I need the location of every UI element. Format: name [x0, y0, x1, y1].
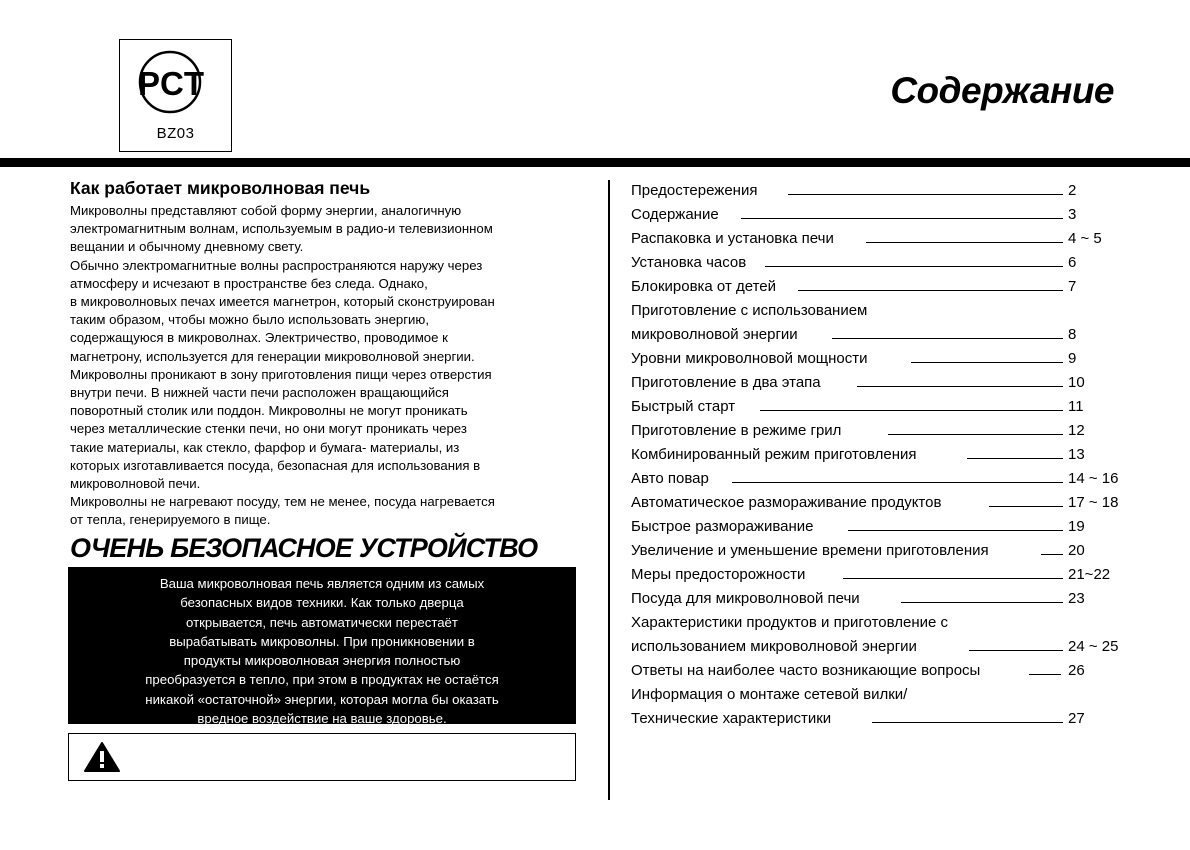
toc-leader: [843, 578, 1063, 579]
toc-entry-label: Характеристики продуктов и приготовление с: [631, 614, 949, 631]
pct-logo-icon: [132, 46, 220, 124]
toc-entry-label: Установка часов: [631, 254, 747, 271]
toc-leader: [901, 602, 1063, 603]
pct-logo-lettering: PCT: [138, 65, 204, 102]
notice-line: никакой «остаточной» энергии, которая могла бы оказать: [145, 691, 499, 707]
toc-entry[interactable]: [631, 493, 1131, 517]
toc-entry[interactable]: [631, 205, 1131, 229]
text-line: поворотный столик или поддон. Микроволны не могут проникать: [70, 403, 468, 419]
page-title: Содержание: [890, 70, 1114, 111]
toc-entry-page: 26: [1068, 662, 1085, 679]
toc-entry[interactable]: [631, 397, 1131, 421]
toc-leader: [741, 218, 1063, 219]
certification-mark: [119, 39, 232, 152]
toc-entry-page: 24 ~ 25: [1068, 638, 1119, 655]
toc-entry-page: 19: [1068, 518, 1085, 535]
section-heading: Как работает микроволновая печь: [70, 178, 371, 198]
toc-entry[interactable]: [631, 541, 1131, 565]
toc-leader: [732, 482, 1063, 483]
toc-entry-page: 21~22: [1068, 566, 1111, 583]
toc-entry-label: Содержание: [631, 206, 719, 223]
toc-entry[interactable]: [631, 421, 1131, 445]
toc-entry[interactable]: [631, 517, 1131, 541]
certification-code: BZ03: [156, 125, 195, 142]
column-divider: [608, 180, 610, 800]
toc-entry[interactable]: [631, 349, 1131, 373]
toc-leader: [765, 266, 1063, 267]
safety-notice: [68, 567, 576, 727]
text-line: вещании и обычному дневному свету.: [70, 239, 304, 255]
toc-entry-page: 3: [1068, 206, 1077, 223]
toc-entry[interactable]: [631, 709, 1131, 733]
text-line: которых изготавливается посуда, безопасная для использования в: [70, 457, 481, 473]
toc-leader: [832, 338, 1063, 339]
toc-entry-label: Распаковка и установка печи: [631, 230, 834, 247]
toc-entry-page: 20: [1068, 542, 1085, 559]
toc-entry-label: Меры предосторожности: [631, 566, 806, 583]
table-of-contents: [631, 181, 1131, 733]
notice-line: Ваша микроволновая печь является одним из самых: [159, 576, 485, 591]
toc-entry-label: Посуда для микроволновой печи: [631, 590, 860, 607]
text-line: Микроволны представляют собой форму энергии, аналогичную: [70, 203, 462, 218]
toc-entry-label: Комбинированный режим приготовления: [631, 446, 917, 463]
text-line: микроволновой печи.: [70, 476, 201, 492]
toc-entry-page: 2: [1068, 182, 1077, 199]
toc-entry-page: 13: [1068, 446, 1085, 463]
text-line: атмосферу и исчезают в пространстве без следа. Однако,: [70, 275, 428, 291]
toc-entry[interactable]: [631, 373, 1131, 397]
warning-icon: [83, 741, 121, 773]
toc-entry[interactable]: [631, 637, 1131, 661]
toc-entry[interactable]: [631, 685, 1131, 709]
toc-entry-label: Приготовление в режиме грил: [631, 422, 842, 439]
toc-entry-page: 12: [1068, 422, 1085, 439]
toc-entry-label: микроволновой энергии: [631, 326, 798, 343]
toc-entry-page: 11: [1068, 398, 1084, 415]
toc-entry-label: Информация о монтаже сетевой вилки/: [631, 686, 908, 703]
toc-leader: [760, 410, 1063, 411]
toc-entry[interactable]: [631, 301, 1131, 325]
toc-entry[interactable]: [631, 325, 1131, 349]
text-line: Микроволны не нагревают посуду, тем не менее, посуда нагревается: [70, 494, 495, 510]
toc-leader: [969, 650, 1063, 651]
notice-line: продукты микроволновая энергия полностью: [183, 653, 461, 669]
toc-entry-page: 23: [1068, 590, 1085, 607]
toc-entry-label: Ответы на наиболее часто возникающие вопросы: [631, 662, 981, 679]
toc-entry-label: Авто повар: [631, 470, 709, 487]
text-line: электромагнитным волнам, используемым в радио-и телевизионном: [70, 221, 493, 237]
toc-entry-page: 27: [1068, 710, 1085, 727]
toc-leader: [1041, 554, 1063, 555]
text-line: содержащуюся в микроволнах. Электричество, проводимое к: [70, 330, 448, 346]
text-line: внутри печи. В нижней части печи расположен вращающийся: [70, 385, 449, 401]
text-line: в микроволновых печах имеется магнетрон, который сконструирован: [70, 294, 495, 310]
toc-entry-page: 8: [1068, 326, 1077, 343]
header-rule: [0, 158, 1190, 167]
warning-box: [68, 733, 576, 781]
toc-entry[interactable]: [631, 181, 1131, 205]
toc-entry-page: 7: [1068, 278, 1077, 295]
toc-leader: [857, 386, 1063, 387]
text-line: Обычно электромагнитные волны распространяются наружу через: [70, 257, 483, 273]
toc-leader: [872, 722, 1063, 723]
toc-leader: [911, 362, 1063, 363]
toc-entry-label: Увеличение и уменьшение времени приготовления: [631, 542, 989, 559]
toc-entry[interactable]: [631, 589, 1131, 613]
toc-entry-label: Быстрое размораживание: [631, 518, 814, 535]
toc-entry[interactable]: [631, 253, 1131, 277]
toc-entry-label: Приготовление с использованием: [631, 302, 868, 319]
toc-entry-label: Технические характеристики: [631, 710, 832, 727]
toc-leader: [866, 242, 1063, 243]
toc-entry-page: 4 ~ 5: [1068, 230, 1102, 247]
safety-title: ОЧЕНЬ БЕЗОПАСНОЕ УСТРОЙСТВО: [70, 533, 538, 563]
text-line: через металлические стенки печи, но они могут проникать через: [70, 421, 467, 437]
toc-leader: [888, 434, 1063, 435]
toc-entry-label: Уровни микроволновой мощности: [631, 350, 868, 367]
notice-line: открывается, печь автоматически перестаёт: [186, 614, 458, 630]
toc-entry-label: Приготовление в два этапа: [631, 374, 821, 391]
toc-entry[interactable]: [631, 277, 1131, 301]
notice-line: вырабатывать микроволны. При проникновении в: [169, 633, 475, 649]
intro-text: [70, 202, 570, 530]
notice-line: вредное воздействие на ваше здоровье.: [197, 711, 447, 727]
text-line: магнетрону, используется для генерации микроволновой энергии.: [70, 348, 475, 364]
toc-entry-label: использованием микроволновой энергии: [631, 638, 917, 655]
text-line: Микроволны проникают в зону приготовления пищи через отверстия: [70, 366, 492, 382]
toc-entry-page: 9: [1068, 350, 1077, 367]
toc-leader: [848, 530, 1063, 531]
toc-leader: [967, 458, 1063, 459]
notice-line: преобразуется в тепло, при этом в продуктах не остаётся: [145, 672, 499, 688]
toc-entry[interactable]: [631, 613, 1131, 637]
toc-entry-page: 6: [1068, 254, 1077, 271]
toc-entry[interactable]: [631, 229, 1131, 253]
toc-entry[interactable]: [631, 565, 1131, 589]
toc-entry-page: 17 ~ 18: [1068, 494, 1119, 511]
toc-entry[interactable]: [631, 445, 1131, 469]
toc-leader: [1029, 674, 1061, 675]
toc-entry[interactable]: [631, 469, 1131, 493]
toc-entry[interactable]: [631, 661, 1131, 685]
notice-line: безопасных видов техники. Как только дверца: [180, 595, 464, 611]
toc-leader: [788, 194, 1063, 195]
toc-entry-label: Предостережения: [631, 182, 758, 199]
toc-entry-label: Блокировка от детей: [631, 278, 777, 295]
toc-leader: [989, 506, 1063, 507]
toc-entry-label: Автоматическое размораживание продуктов: [631, 494, 942, 511]
toc-leader: [798, 290, 1063, 291]
text-line: таким образом, чтобы можно было использовать энергию,: [70, 312, 429, 328]
text-line: от тепла, генерируемого в пище.: [70, 512, 271, 528]
toc-entry-page: 10: [1068, 374, 1085, 391]
text-line: такие материалы, как стекло, фарфор и бумага- материалы, из: [70, 439, 460, 455]
toc-entry-page: 14 ~ 16: [1068, 470, 1119, 487]
toc-entry-label: Быстрый старт: [631, 398, 736, 415]
